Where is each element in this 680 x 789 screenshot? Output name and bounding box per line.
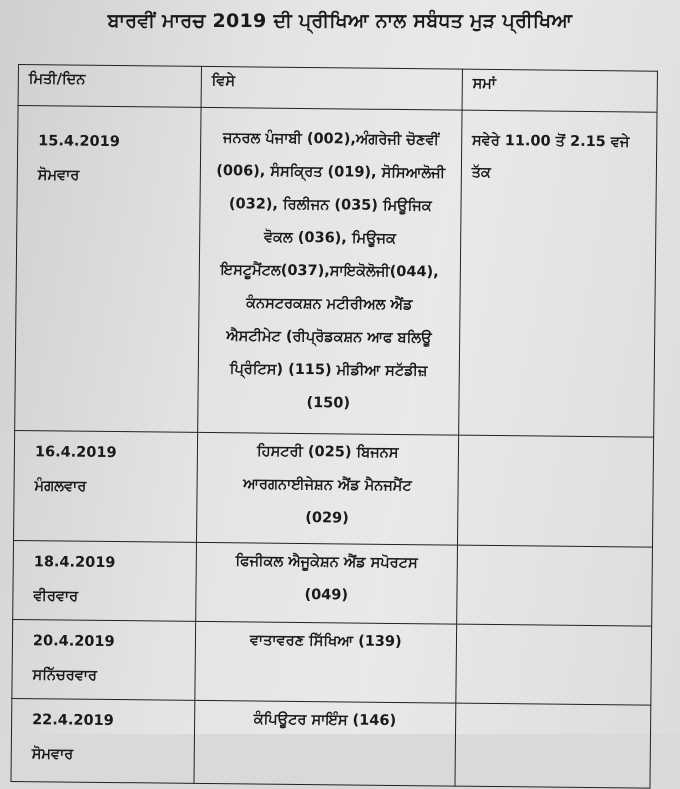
table-row [11,698,651,788]
time-cell [456,624,652,705]
exam-date: 18.4.2019 [33,554,116,572]
subject-cell [196,432,458,545]
subject-cell [197,107,461,435]
time-cell [456,545,652,626]
header-date: ਮਿਤੀ/ਦਿਨ [18,65,201,108]
exam-day: ਵੀਰਵਾਰ [33,588,79,605]
time-cell [458,110,657,437]
exam-day: ਮੰਗਲਵਾਰ [34,478,87,495]
exam-day: ਸੋਮਵਾਰ [37,167,80,184]
exam-date: 16.4.2019 [34,444,117,462]
exam-date: 20.4.2019 [32,633,115,651]
subject-line: ਵਾਤਾਵਰਣ ਸਿੱਖਿਆ (139) [249,632,402,651]
table-header-row [18,65,657,113]
time-cell [455,703,651,788]
header-subject: ਵਿਸੇ [201,66,462,110]
table-row [13,540,653,626]
subject-line: ਜਨਰਲ ਪੰਜਾਬੀ (002),ਅੰਗਰੇਜੀ ਚੋਣਵੀਂ [222,130,440,149]
subject-cell [195,621,457,703]
subject-line: ਪ੍ਰਿੰਟਿਸ) (115) ਮੀਡੀਆ ਸਟੱਡੀਜ਼ [229,361,428,380]
subject-cell [194,700,456,786]
time-line: ਸਵੇਰੇ 11.00 ਤੋਂ 2.15 ਵਜੇ [471,132,630,151]
date-cell [13,540,197,621]
exam-date: 22.4.2019 [32,712,114,730]
exam-day: ਸਨਿੱਚਰਵਾਰ [32,667,98,684]
subject-line: (032), ਰਿਲੀਜਨ (035) ਮਿਊਜਿਕ [228,196,432,215]
date-cell [15,106,201,433]
subject-line: (049) [304,587,349,604]
subject-line: (150) [306,395,351,412]
subject-line: ਫਿਜੀਕਲ ਐਜੂਕੇਸ਼ਨ ਐਂਡ ਸਪੋਰਟਸ [235,553,418,572]
document-title: ਬਾਰਵੀਂ ਮਾਰਚ 2019 ਦੀ ਪ੍ਰੀਖਿਆ ਨਾਲ ਸਬੰਧਤ ਮੁੜ ਪ੍ਰੀਖਿਆ [107,10,573,32]
date-cell [11,698,195,783]
time-cell [457,435,653,547]
subject-line: (029) [305,510,349,527]
date-cell [12,619,196,700]
subject-line: ਆਰਗਨਾਈਜੇਸ਼ਨ ਐਂਡ ਮੈਨਜਮੈਂਟ [243,476,412,495]
subject-line: (006), ਸੰਸਕ੍ਰਿਤ (019), ਸੋਸਿਆਲੋਜੀ [216,163,446,182]
subject-line: ਇਸਟੂਮੈਂਟਲ(037),ਸਾਇਕੋਲੋਜੀ(044), [220,262,439,281]
time-line: ਤੱਕ [471,164,491,181]
subject-line: ਕੰਨਸਟਰਕਸ਼ਨ ਮਟੀਰੀਅਲ ਐਂਡ [246,295,413,314]
subject-line: ਹਿਸਟਰੀ (025) ਬਿਜਨਸ [256,443,399,462]
exam-day: ਸੋਮਵਾਰ [31,746,74,763]
table-row [15,106,657,438]
exam-date: 15.4.2019 [38,133,120,151]
header-time: ਸਮਾਂ [462,69,658,112]
subject-line: ਐਸਟੀਮੇਟ (ਰੀਪ੍ਰੋਡਕਸ਼ਨ ਆਫ ਬਲਿਊ [226,328,432,347]
subject-cell [195,542,457,624]
subject-line: ਕੰਪਿਊਟਰ ਸਾਇੰਸ (146) [253,711,397,729]
table-row [14,430,654,547]
subject-line: ਵੋਕਲ (036), ਮਿਊਜਕ [263,229,397,247]
table-row [12,619,652,705]
date-cell [14,430,198,542]
exam-schedule-table [10,64,657,789]
